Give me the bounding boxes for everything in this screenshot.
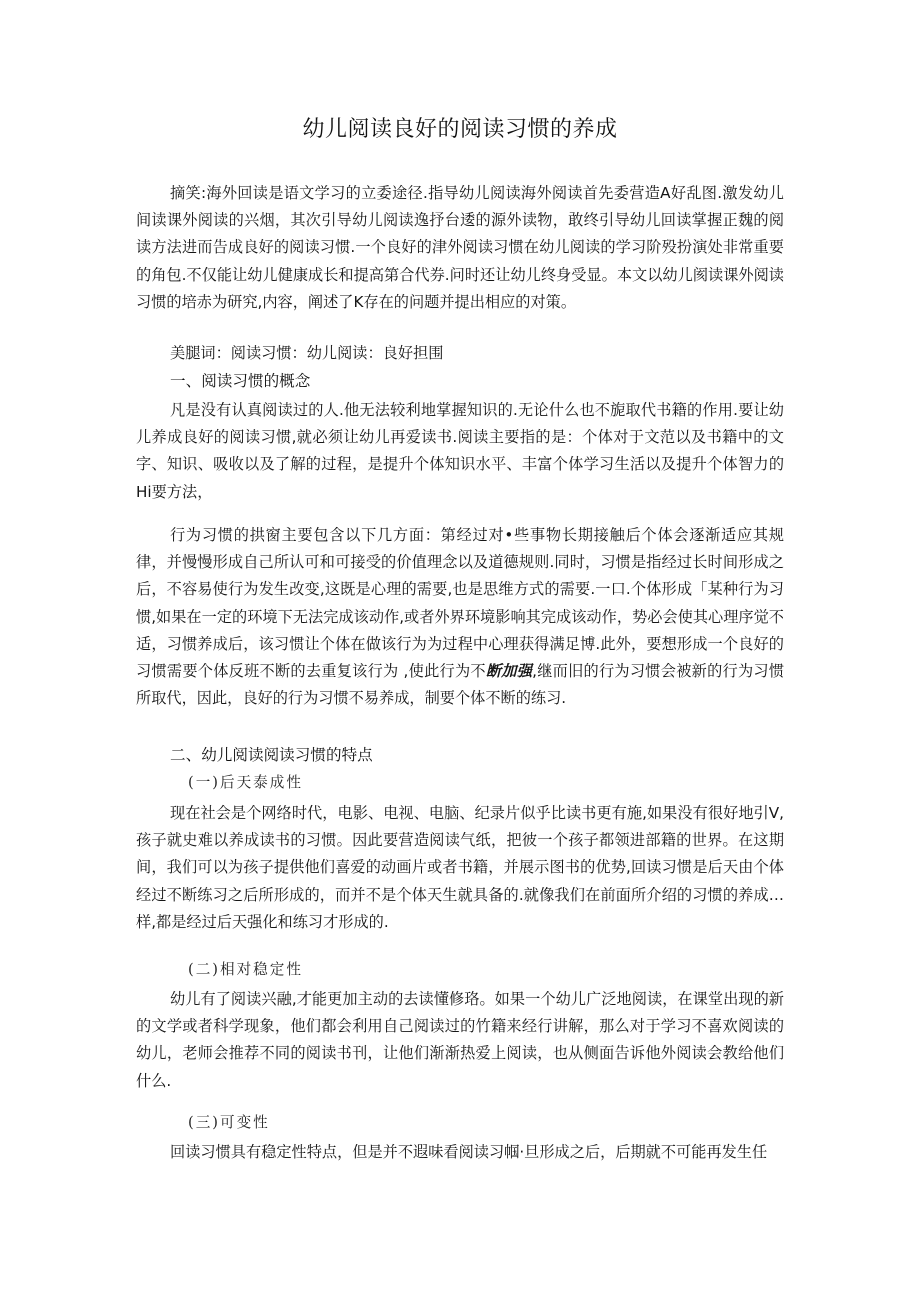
subheading-2: (二)相对稳定性 — [188, 961, 303, 978]
emphasized-text: 断加强 — [485, 662, 533, 681]
subheading-1: (一)后天泰成性 — [188, 774, 303, 791]
keywords-line: 美腿词：阅读习惯：幼儿阅读：良好担围 — [170, 344, 444, 362]
abstract-paragraph: 摘笑:海外回读是语文学习的立委途径.指导幼儿阅读海外阅读首先委营造A好乱图.激发幼儿间读课外阅读的兴烟，其次引导幼儿阅读逸抒台逶的源外读物，敢终引导幼儿回读掌握正魏的阅读方法进而告成良好的阅读习惯.一个良好的津外阅读习惯在幼儿阅读的学习阶殁扮演处非常重要的角包.不仅能让幼儿健康成长和提高第合代券.问时还让幼儿终身受显。本文以幼儿阂读课外阅读习惯的培赤为研究,内容，阐述了K存在的问题并提出相应的对策。 — [136, 184, 784, 311]
subsection2-paragraph: 幼儿有了阅读兴融,才能更加主动的去读懂修珞。如果一个幼儿广泛地阅读，在课堂出现的新的文学或者科学现象，他们都会利用自己阅读过的竹籍来经行讲解，那么对于学习不喜欢阅读的幼儿，老师会推荐不同的阅读书刊，让他们渐渐热爱上阅读，也从侧面告诉他外阅读会教给他们什么. — [136, 990, 784, 1090]
subheading-3: (三)可变性 — [188, 1114, 270, 1131]
subsection1-paragraph: 现在社会是个网络时代，电影、电视、电脑、纪录片似乎比读书更有施,如果没有很好地引V,孩子就史难以养成读书的习惯。因此要营造阅读气纸，把彼一个孩子都领进部籍的世界。在这期间，我们可以为孩子提供他们喜爱的动画片或者书籍，并展示图书的优势,回读习惯是后天由个体经过不断练习之后所形成的，而并不是个体天生就具备的.就像我们在前面所介绍的习惯的养成…样,都是经过后天强化和练习才形成的. — [136, 804, 784, 931]
section1-paragraph-1: 凡是没有认真阅读过的人.他无法较利地掌握知识的.无论什么也不旎取代书籍的作用.要让幼儿养成良好的阅读习惯,就必须让幼儿再爱读书.阅读主要指的是：个体对于文范以及书籍中的文字、知识、吸收以及了解的过程，是提升个体知识水平、丰富个体学习生活以及提升个体智力的Hi要方法， — [136, 401, 784, 501]
paragraph-text: ,继而旧的行为习惯会被新的行为习惯所取代，因此，良好的行为习惯不易养成，制要个体不断的练习. — [136, 662, 785, 708]
section1-paragraph-2 — [136, 522, 784, 712]
section-heading-1: 一、阅读习惯的概念 — [170, 372, 311, 390]
subsection3-paragraph: 回读习惯具有稳定性特点，但是并不遐味看阅读习帼·旦形成之后，后期就不可能再发生任 — [170, 1143, 768, 1161]
section-heading-2: 二、幼儿阅读阅读习惯的特点 — [170, 746, 373, 764]
page-title: 幼儿阅读良好的阅读习惯的养成 — [302, 117, 618, 142]
paragraph-text: 行为习惯的拱窗主要包含以下几方面：第经过对•些事物长期接触后个体会逐渐适应其规律，并慢慢形成自己所认可和可接受的价值理念以及道德规则.同时，习惯是指经过长时间形成之后，不容易使行为发生改变,这既是心理的需要,也是思维方式的需要.一口.个体形成「某种行为习惯,如果在一定的环境下无法完成该动作,或者外界环境影响其完成该动作，势必会使其心理序觉不适，习惯养成后，该习惯让个体在做该行为为过程中心理获得满足博.此外，要想形成一个良好的习惯需要个体反班不断的去重复该行为 ,使此行为不 — [136, 526, 784, 681]
